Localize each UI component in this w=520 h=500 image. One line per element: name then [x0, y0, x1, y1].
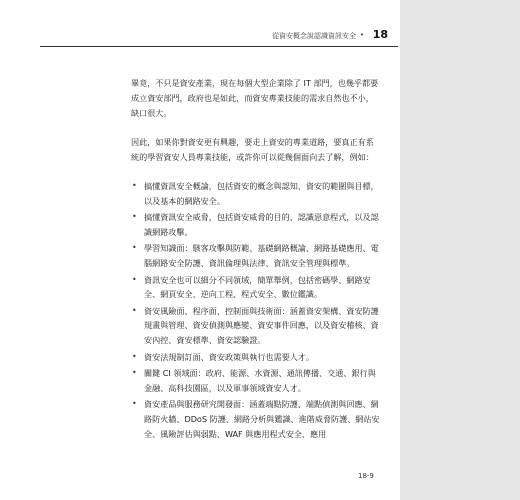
bullet-icon: • [132, 399, 137, 409]
page-header [0, 28, 400, 46]
list-item-text: 搞懂資訊安全威脅，包括資安威脅的目的、認識惡意程式，以及認識網路攻擊。 [144, 212, 379, 237]
list-item [131, 241, 381, 270]
list-item-text: 資訊安全也可以細分不同領域，簡單舉例，包括密碼學、網路安全、網頁安全、逆向工程、程式安全、數位鑑識。 [144, 274, 371, 300]
body-text [131, 76, 381, 443]
side-margin-strip [400, 0, 520, 500]
list-item [131, 179, 381, 208]
list-item [131, 350, 381, 365]
bullet-icon: • [132, 181, 137, 190]
paragraph: 畢竟，不只是資安產業，現在每個大型企業除了 IT 部門，也幾乎都要成立資安部門，政府也是如此，而資安專業技能的需求自然也不小，缺口很大。 [131, 78, 379, 118]
list-item-text: 資安產品與服務研究開發面：涵蓋端點防護、端點偵測與回應、網路防火牆、DDoS 防護、網路分析與鑑識、進階威脅防護、網站安全、風險評估與弱點、WAF 與應用程式安全、應用 [144, 399, 380, 439]
list-item [131, 304, 381, 348]
bullet-icon: • [132, 243, 137, 253]
bullet-list [131, 179, 381, 441]
header-separator: • [359, 31, 364, 39]
running-title: 從資安概念說認識資訊安全 [272, 32, 356, 40]
chapter-number: 18 [372, 28, 388, 41]
list-item [131, 210, 381, 239]
page-number: 18-9 [358, 472, 374, 480]
bullet-icon: • [132, 212, 137, 222]
list-item-text: 資安法規制訂面、資安政策與執行也需要人才。 [144, 351, 314, 362]
header-rule [40, 46, 398, 47]
list-item-text: 資安風險面、程序面、控制面與技術面：涵蓋資安架構、資安防護規畫與管理、資安偵測與應變、資安事件回應，以及資安稽核、資安內控、資安標準、資安認驗證。 [144, 305, 379, 345]
list-item [131, 397, 381, 441]
list-item [131, 273, 381, 302]
bullet-icon: • [132, 351, 137, 361]
list-item-text: 關鍵 CI 領域面：政府、能源、水資源、通訊傳播、交通、銀行與金融、高科技園區，以及軍事領域資安人才。 [144, 368, 376, 393]
list-item [131, 366, 381, 395]
list-item-text: 學習知識面：駭客攻擊與防範、基礎網路概論、網路基礎應用、電腦網路安全防護、資訊倫理與法律、資訊安全管理與標準。 [144, 243, 379, 268]
list-item-text: 搞懂資訊安全概論，包括資安的概念與認知、資安的範圍與目標，以及基本的網路安全。 [144, 181, 379, 206]
bullet-icon: • [132, 305, 137, 315]
bullet-icon: • [132, 368, 137, 378]
paragraph: 因此，如果你對資安更有興趣，要走上資安的專業道路，要真正有系統的學習資安人員專業技能，或許你可以從幾個面向去了解，例如： [131, 137, 374, 162]
bullet-icon: • [132, 274, 137, 284]
